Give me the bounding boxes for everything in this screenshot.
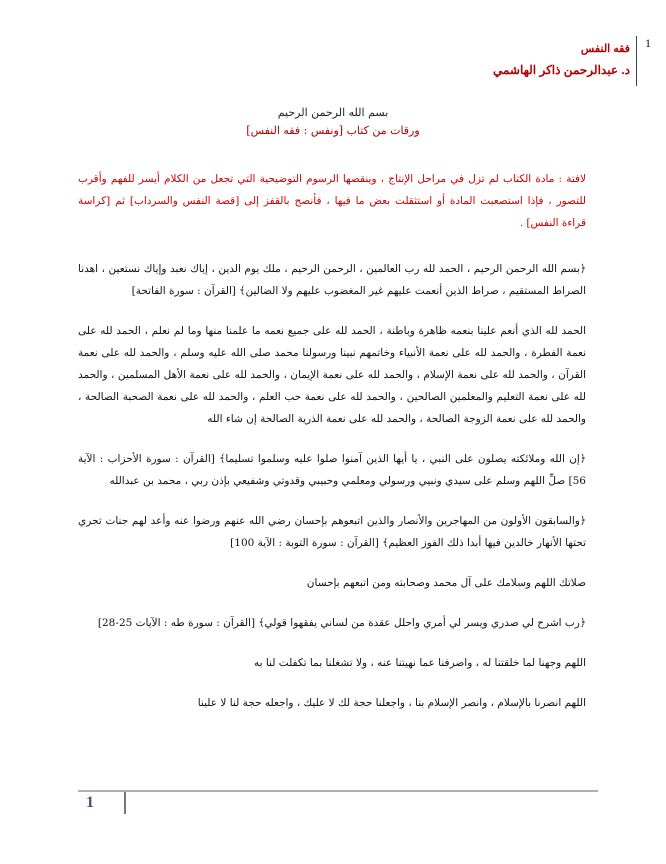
paragraph-salawat: ﴿إن الله وملائكته يصلون على النبي ، يا أيها الذين آمنوا صلوا عليه وسلموا تسليما﴾ [القرآن : سورة الأحزاب : الآية 56] صلِّ اللهم وسلم على سيدي ونبيي ورسولي ومعلمي وحبيبي وقدوتي وشفيعي بإذن ربي ، محمد بن عبدالله [78,453,586,487]
subtitle: ورقات من كتاب [ونفس : فقه النفس] [246,124,420,137]
header-divider [636,36,637,86]
footer-divider [124,792,126,814]
paragraph-fatiha: ﴿بسم الله الرحمن الرحيم ، الحمد لله رب العالمين ، الرحمن الرحيم ، ملك يوم الدين ، إياك نعبد وإياك نستعين ، اهدنا الصراط المستقيم ، صراط الذين أنعمت عليهم غير المغضوب عليهم ولا الضالين﴾ [القرآن : سورة الفاتحة] [78,263,586,297]
paragraph-dua-2: اللهم انصرنا بالإسلام ، وانصر الإسلام بنا ، واجعلنا حجة لك لا عليك ، واجعله حجة لنا لا علينا [197,697,586,709]
notice-paragraph: لافتة : مادة الكتاب لم تزل في مراحل الإنتاج ، وينقصها الرسوم التوضيحية التي تجعل من الكلام أيسر للفهم وأقرب للتصور ، فإذا استصعبت المادة أو استثقلت بعض ما فيها ، فأنصح بالقفز إلى [قصة النفس والسرداب] ثم [كراسة قراءة النفس] . [78,173,586,229]
page-header [493,40,630,82]
footer-page-number: 1 [86,794,94,811]
footer-rule [78,790,598,792]
paragraph-dua-1: اللهم وجهنا لما خلقتنا له ، واصرفنا عما نهيتنا عنه ، ولا تشغلنا بما تكفلت لنا به [253,657,586,669]
margin-page-number: 1 [645,36,651,50]
intro-block [0,104,666,140]
author-name: د. عبدالرحمن ذاكر الهاشمي [492,63,630,77]
paragraph-aal: صلاتك اللهم وسلامك على آل محمد وصحابته ومن اتبعهم بإحسان [306,577,586,589]
document-body [78,168,586,732]
book-title: فقه النفس [580,43,630,55]
paragraph-tawbah: ﴿والسابقون الأولون من المهاجرين والأنصار والذين اتبعوهم بإحسان رضي الله عنهم ورضوا عنه وأعد لهم جنات تجري تحتها الأنهار خالدين فيها أبدا ذلك الفوز العظيم﴾ [القرآن : سورة التوبة : الآية 100] [78,515,586,549]
basmala: بسم الله الرحمن الرحيم [277,106,389,119]
paragraph-taha: ﴿رب اشرح لي صدري ويسر لي أمري واحلل عقدة من لساني يفقهوا قولي﴾ [القرآن : سورة طه : الآيات 25-28] [97,617,586,629]
paragraph-hamd: الحمد لله الذي أنعم علينا بنعمه ظاهرة وباطنة ، الحمد لله على جميع نعمه ما علمنا منها وما لم نعلم ، الحمد لله على نعمة الفطرة ، والحمد لله على نعمة الأنبياء وخاتمهم نبينا ورسولنا محمد صلى الله عليه وسلم ، والحمد لله على نعمة القرآن ، والحمد لله على نعمة الإسلام ، والحمد لله على نعمة الإيمان ، والحمد لله على نعمة الأهل المسلمين ، والحمد لله على نعمة التعليم والمعلمين الصالحين ، والحمد لله على نعمة حب العلم ، والحمد لله على نعمة الصحبة الصالحة ، والحمد لله على نعمة الزوجة الصالحة ، والحمد لله على نعمة الذرية الصالحة إن شاء الله [78,325,586,425]
